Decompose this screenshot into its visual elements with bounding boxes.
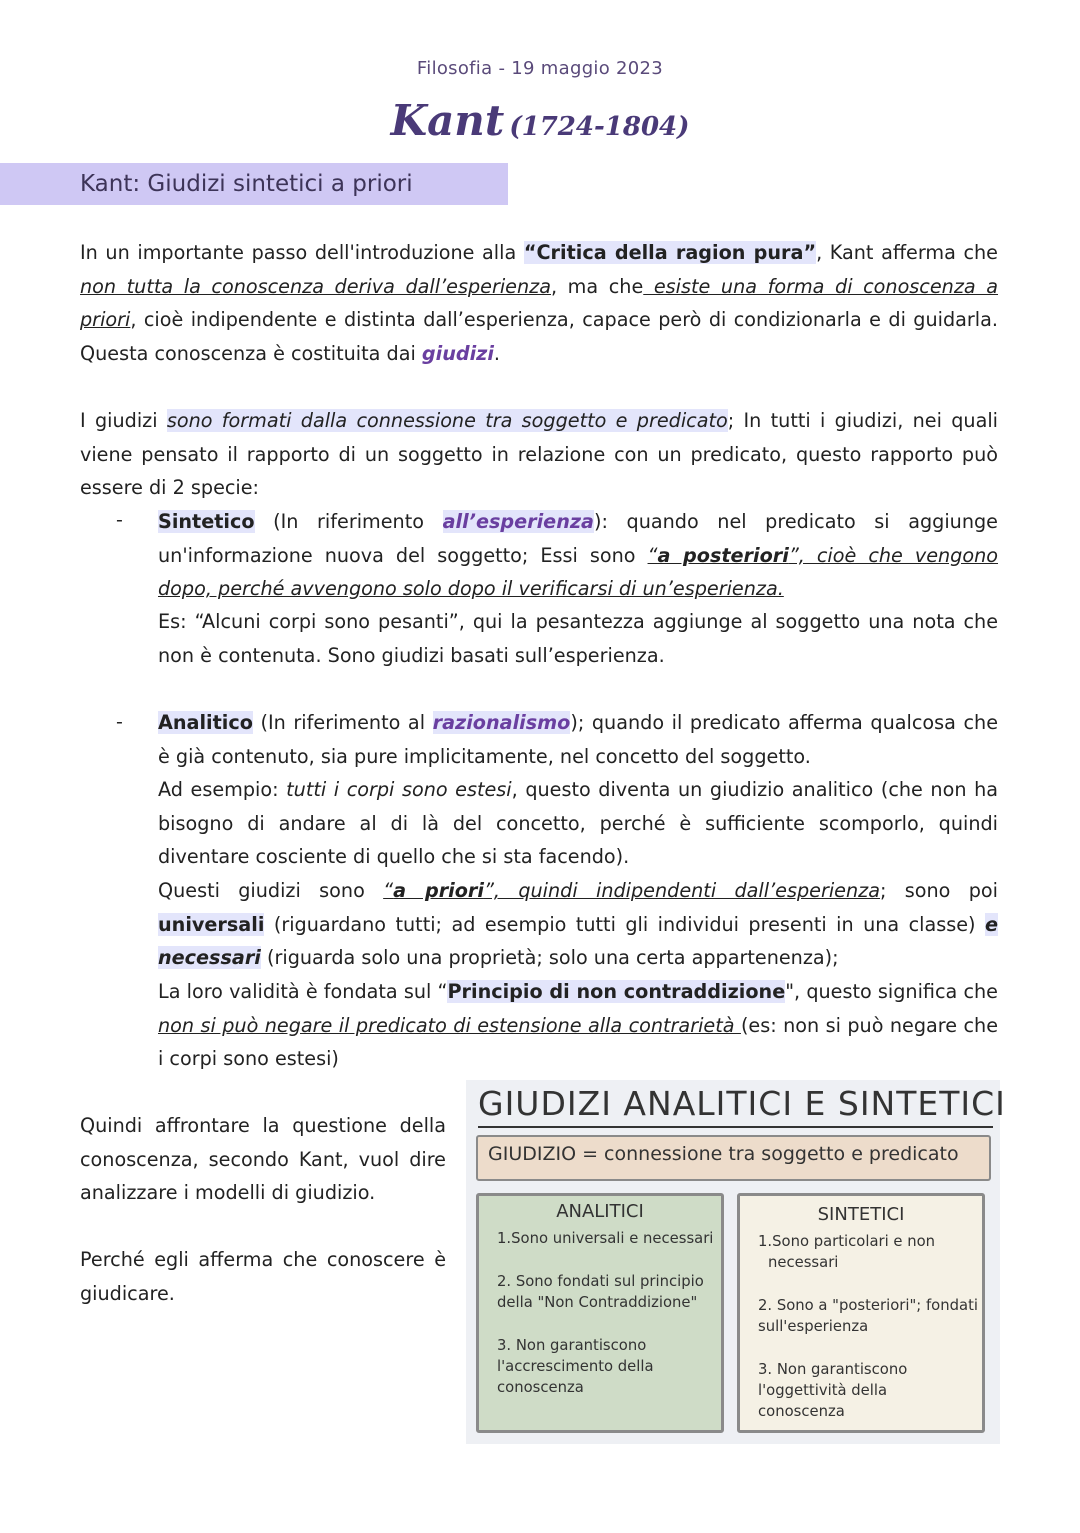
analytic-validity: La loro validità è fondata sul “Principio di non contraddizione", questo significa che non si può negare il predicato di estensione alla contrarietà (es: non si può negare che i corpi sono estesi)	[158, 980, 999, 1071]
conclusion-paragraph-1: Quindi affrontare la questione della conoscenza, secondo Kant, vuol dire analizzare i modelli di giudizio.	[80, 1114, 446, 1205]
intro-paragraph: In un importante passo dell'introduzione alla “Critica della ragion pura”, Kant afferma che non tutta la conoscenza deriva dall’esperienza, ma che esiste una forma di conoscenza a priori, cioè indipendente e distinta dall’esperienza, capace però di condizionarla e di guidarla. Questa conoscenza è costituita dai giudizi.	[80, 241, 999, 365]
sintetici-item: 1.Sono particolari e non	[758, 1233, 936, 1250]
title-main: Kant	[390, 96, 505, 145]
keyword-necessari: e necessari	[158, 912, 998, 970]
sintetici-item-continued: necessari	[768, 1254, 839, 1271]
sintetici-heading: SINTETICI	[817, 1204, 905, 1225]
keyword-a-posteriori: a posteriori	[657, 543, 789, 567]
keyword-razionalismo: razionalismo	[432, 711, 571, 734]
underlined-phrase: non si può negare il predicato di estensione alla contrarietà	[158, 1013, 741, 1037]
analitici-item: 2. Sono fondati sul principio della "Non Contraddizione"	[497, 1273, 704, 1311]
analytic-example: Ad esempio: tutti i corpi sono estesi, questo diventa un giudizio analitico (che non ha bisogno di andare al di là del concetto, perché è sufficiente scomporlo, quindi diventare cosciente di quello che si sta facendo).	[158, 778, 998, 869]
keyword-universali: universali	[158, 912, 265, 936]
judgments-paragraph: I giudizi sono formati dalla connessione tra soggetto e predicato; In tutti i giudizi, nei quali viene pensato il rapporto di un soggetto in relazione con un predicato, questo rapporto può essere di 2 specie:	[80, 409, 998, 500]
summary-panel	[466, 1080, 1006, 1444]
analitici-box	[476, 1193, 724, 1433]
keyword-a-priori: a priori	[393, 879, 484, 902]
analitici-item: 3. Non garantiscono l'accrescimento della conoscenza	[497, 1337, 654, 1396]
keyword-esperienza: all’esperienza	[442, 510, 594, 533]
sintetici-item: 3. Non garantiscono l'oggettività della conoscenza	[758, 1361, 908, 1420]
list-bullet: -	[116, 509, 123, 531]
list-bullet: -	[116, 711, 123, 733]
keyword-giudizi: giudizi	[421, 341, 494, 365]
panel-divider	[478, 1126, 993, 1128]
analitici-heading: ANALITICI	[556, 1201, 644, 1222]
underlined-phrase: esiste una forma di conoscenza a priori	[80, 274, 999, 332]
title-years: (1724-1804)	[509, 112, 690, 142]
synthetic-example: Es: “Alcuni corpi sono pesanti”, qui la pesantezza aggiunge al soggetto una nota che non è contenuta. Sono giudizi basati sull’esperienza.	[158, 610, 998, 667]
analitici-item: 1.Sono universali e necessari	[497, 1230, 714, 1247]
sintetici-box	[737, 1193, 985, 1433]
page-title	[0, 96, 1080, 145]
underlined-phrase: non tutta la conoscenza deriva dall’esperienza	[80, 274, 551, 298]
highlighted-phrase: sono formati dalla connessione tra soggetto e predicato	[166, 409, 728, 432]
analytic-properties: Questi giudizi sono “a priori”, quindi indipendenti dall’esperienza; sono poi universali (riguardano tutti; ad esempio tutti gli individui presenti in una classe) e necessari (riguarda solo una proprietà; solo una certa appartenenza);	[158, 879, 998, 970]
sintetici-item: 2. Sono a "posteriori"; fondati sull'esperienza	[758, 1297, 978, 1335]
definition-box: GIUDIZIO = connessione tra soggetto e predicato	[476, 1135, 991, 1181]
underlined-phrase: ”, cioè che vengono dopo, perché avvengono solo dopo il verificarsi di un’esperienza.	[158, 543, 999, 601]
analytic-item: Analitico (In riferimento al razionalismo); quando il predicato afferma qualcosa che è già contenuto, sia pure implicitamente, nel concetto del soggetto.	[158, 711, 998, 768]
document-subject-date: Filosofia - 19 maggio 2023	[416, 58, 664, 79]
synthetic-item: Sintetico (In riferimento all’esperienza): quando nel predicato si aggiunge un'informazione nuova del soggetto; Essi sono “a posteriori”, cioè che vengono dopo, perché avvengono solo dopo il verificarsi di un’esperienza.	[158, 510, 999, 601]
term-sintetico: Sintetico	[158, 510, 255, 533]
term-analitico: Analitico	[158, 711, 253, 734]
underlined-phrase: ”, quindi indipendenti dall’esperienza	[483, 879, 880, 902]
principle-name: Principio di non contraddizione	[447, 980, 786, 1003]
panel-title: GIUDIZI ANALITICI E SINTETICI	[478, 1084, 1006, 1123]
section-title: Kant: Giudizi sintetici a priori	[80, 171, 413, 197]
book-title: “Critica della ragion pura”	[523, 241, 817, 264]
conclusion-paragraph-2: Perché egli afferma che conoscere è giudicare.	[80, 1248, 446, 1305]
